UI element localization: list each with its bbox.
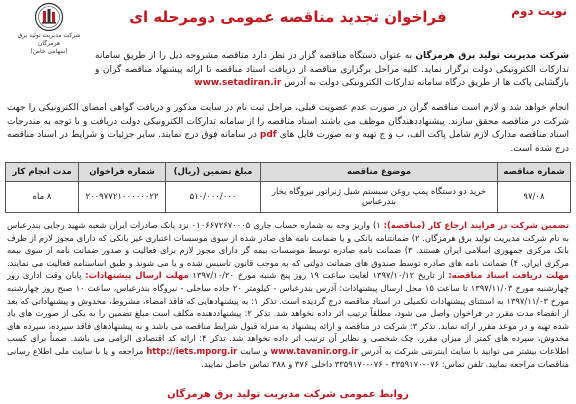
submission-deadline-label: مهلت ارسال پیشنهادات: <box>85 270 189 281</box>
public-relations-signature: روابط عمومی شرکت مدیریت تولید برق هرمزگان <box>167 389 409 400</box>
setadiran-link[interactable]: www.setadiran.ir <box>194 78 282 88</box>
notice-header <box>5 2 571 55</box>
document-deadline-text: از تاریخ ۱۳۹۷/۱۰/۱۲ لغایت ساعت ۱۹ روز پنج شنبه مورخ ۱۳۹۷/۱۰/۲۰ <box>192 270 449 281</box>
intro-tail-text: انجام خواهد شد و لازم است مناقصه گران در صورت عدم عضویت قبلی، مراحل ثبت نام در سایت مذکور و دریافت گواهی امضای الکترونیکی را جهت شرکت در مناقصه محقق سازند. پیشنهاددهندگان موظف می باشند اسناد مناقصه را از سامانه تدارکات الکترونیکی دولت دریافت و با توجه به مندرجات اسناد مناقصه مدارک لازم شامل پاکت الف، ب و ج تهیه و به صورت فایل های <box>7 103 569 140</box>
header-deposit-amount: مبلغ تضمین (ریال) <box>166 163 261 182</box>
contact-phone-text: تلفن تماس: ۰۷۶-۳۳۵۹۱۷۰ - ۰۷۶-۳۳۵۹۱۷۰ داخلی ۳۷۶ و ۳۸۸ تماس حاصل نمایید. <box>201 358 483 369</box>
header-call-number: شماره فراخوان <box>79 163 166 182</box>
intro-tail-text-2: در سامانه فوق درج نمایند. سایر جزئیات و شرایط در اسناد مناقصه درج شده است. <box>7 130 569 154</box>
company-name: شرکت مدیریت تولید برق هرمزگان <box>415 51 569 61</box>
document-deadline-label: مهلت دریافت اسناد مناقصه: <box>448 270 569 281</box>
cell-tender-number: ۹۷/۰۸ <box>498 182 571 213</box>
guarantee-label: تضمین شرکت در فرایند ارجاع کار (مناقصه): <box>383 220 569 230</box>
table-header-row <box>6 163 571 182</box>
guarantee-text: ۱) واریز وجه به شماره حساب جاری ۰۱۰۶۶۷۲۶۷۰۰۰۵ نزد بانک صادرات ایران شعبه شهید رجایی بندرعباس به نام شرکت مدیریت تولید برق هرمزگان. ۲) ضمانتنامه بانکی و یا ضمانت نامه های صادر شده از سوی موسسات اعتباری غیر بانکی که دارای مجوز لازم از طرف بانک مرکزی جمهوری اسلامی ایران هستند. ۳) ضمانت نامه صادره توسط موسسات بیمه گر دارای مجوز لازم برای فعالیت و صدور ضمانت نامه از سوی بیمه مرکزی ایران. ۴) ضمانت نامه های صادره توسط صندوق های ضمانت دولتی که به موجب قانون تاسیس شده و یا می شوند و طبق اساسنامه فعالیت می نمایند. <box>7 220 569 268</box>
tender-table <box>5 162 571 213</box>
cell-tender-subject: خرید دو دستگاه پمپ روغن سیستم شیل ژنراتور نیروگاه بخار بندرعباس <box>261 182 498 213</box>
tavanir-link[interactable]: www.tavanir.org.ir <box>270 345 359 356</box>
table-row <box>6 182 571 213</box>
links-connector-text: و سایت <box>237 345 271 356</box>
pdf-format-label: pdf <box>259 130 277 140</box>
notice-title: فراخوان تجدید مناقصه عمومی دومرحله ای <box>129 8 447 26</box>
submission-deadline-text: پایان وقت اداری روز چهارشنبه مورخ ۱۳۹۷/۱۱/۰۳ تا ساعت ۱۵ محل ارسال پیشنهادات: آدرس بندرعباس - کیلومتر ۲۰ جاده ساحلی - نیروگاه بندرعباس، ساعت ۱۰ صبح روز چهارشنبه مورخ ۱۳۹۷/۱۱/۰۳ به استثنای پیشنهادات تکمیلی در اسناد مناقصه درج گردیده است. تذکر ۱: به پیشنهادهایی که فاقد امضاء، مشروط، مخدوش و پیشنهاداتی که بعد از انقضاء مدت مقرر در فراخوان واصل می شود، مطلقاً ترتیب اثر داده نخواهد شد. تذکر ۲: پیشنهاددهنده مکلف است مبلغ تضمین را به یکی از صورت های یاد شده تهیه و در موعد مقرر ارائه نماید. تذکر ۳: شرکت در مناقصه و ارائه پیشنهاد به منزله قبول شرایط مناقصه می باشد و به پیشنهادهای فاقد سپرده، سپرده های مخدوش، سپرده های کمتر از میزان مقرر، چک شخصی و نظایر آن ترتیب اثر داده نخواهد شد. تذکر ۴: ارائه کد اقتصادی الزامی می باشد. ضمناً برای کسب اطلاعات بیشتر می توانید با سایت اینترنتی شرکت به آدرس <box>7 270 570 356</box>
round-badge: نوبت دوم <box>511 4 567 18</box>
cell-duration: ۸ ماه <box>6 182 79 213</box>
cell-deposit-amount: ۵۱۰/۰۰۰/۰۰۰ <box>166 182 261 213</box>
cell-call-number: ۲۰۰۹۷۷۲۱۰۰۰۰۰۰۲۲ <box>79 182 166 213</box>
logo-company-type: (سهامی خاص) <box>30 48 68 55</box>
conditions-notes <box>7 219 569 370</box>
iets-link[interactable]: http://iets.mporg.ir <box>146 345 238 356</box>
company-logo <box>9 2 89 56</box>
header-duration: مدت انجام کار <box>6 163 79 182</box>
power-plant-emblem-icon <box>34 2 64 32</box>
intro-lead-text: به عنوان دستگاه مناقصه گزار در نظر دارد مناقصه مشروحه ذیل را از طریق سامانه تدارکات الکترونیکی دولت برگزار نماید. کلیه مراحل برگزاری مناقصه از دریافت اسناد مناقصه تا ارائه پیشنهاد مناقصه گران و بازگشایی پاکت ها از طریق درگاه سامانه تدارکات الکترونیکی دولت به آدرس <box>95 51 569 88</box>
header-tender-number: شماره مناقصه <box>498 163 571 182</box>
intro-continuation <box>7 102 569 156</box>
logo-company-name: شرکت مدیریت تولید برق هرمزگان <box>17 32 81 47</box>
notes-end-text: مراجعه و یا با سایت ملی اطلاع رسانی مناقصات مراجعه نمایید. <box>7 345 569 369</box>
header-tender-subject: موضوع مناقصه <box>261 163 498 182</box>
intro-paragraph <box>95 50 569 102</box>
